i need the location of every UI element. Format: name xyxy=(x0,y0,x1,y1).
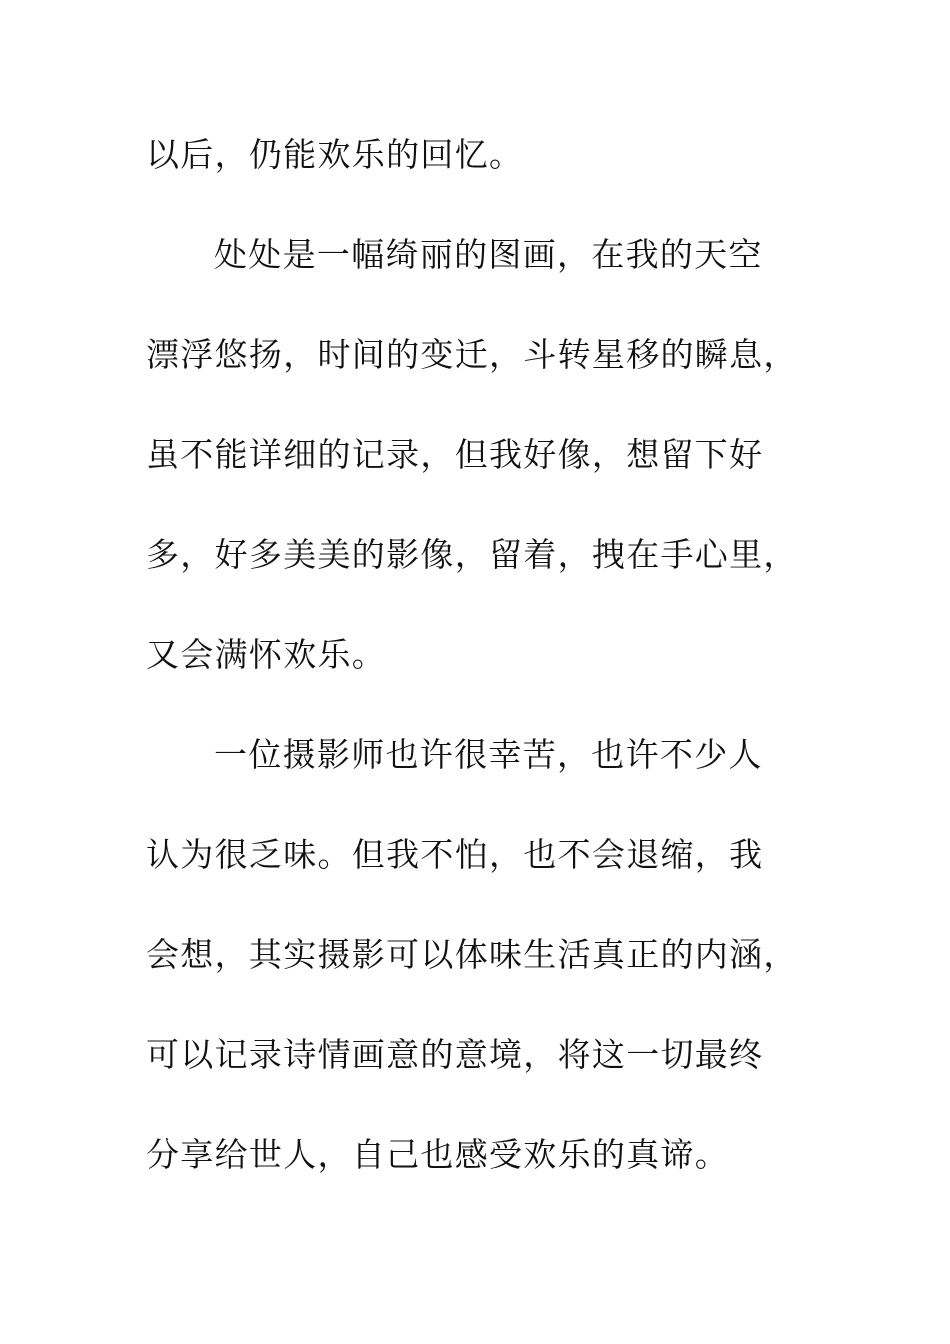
text-line: 虽不能详细的记录，但我好像，想留下好 xyxy=(146,435,764,474)
text-line: 可以记录诗情画意的意境，将这一切最终 xyxy=(146,1035,764,1074)
text-line: 会想，其实摄影可以体味生活真正的内涵， xyxy=(146,935,798,974)
text-line: 分享给世人，自己也感受欢乐的真谛。 xyxy=(146,1135,730,1174)
body-text xyxy=(146,124,806,1224)
text-line: 认为很乏味。但我不怕，也不会退缩，我 xyxy=(146,835,764,874)
text-line: 多，好多美美的影像，留着，拽在手心里， xyxy=(146,535,798,574)
paragraph-first-line: 一位摄影师也许很幸苦，也许不少人 xyxy=(214,735,763,774)
text-line: 漂浮悠扬，时间的变迁，斗转星移的瞬息， xyxy=(146,335,798,374)
text-line: 以后，仍能欢乐的回忆。 xyxy=(146,135,524,174)
paragraph-first-line: 处处是一幅绮丽的图画，在我的天空 xyxy=(214,235,763,274)
text-line: 又会满怀欢乐。 xyxy=(146,635,387,674)
